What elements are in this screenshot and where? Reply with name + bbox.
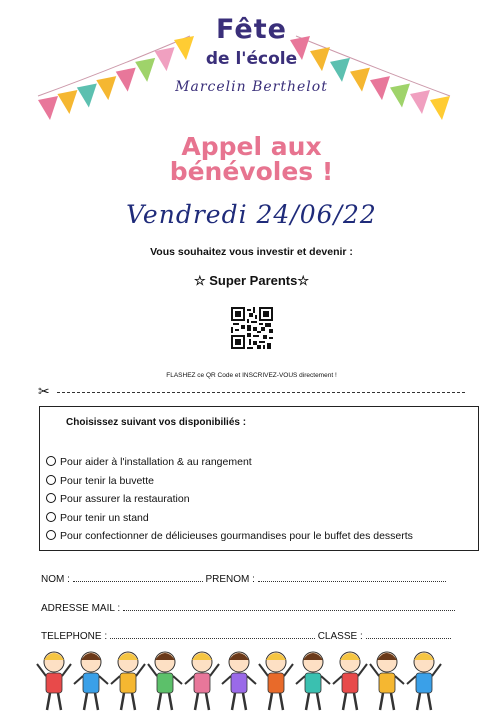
phone-row [41, 629, 451, 642]
event-date: Vendredi 24/06/22 [126, 200, 377, 229]
radio-circle-icon[interactable] [46, 512, 56, 522]
nom-label: NOM : [41, 574, 70, 585]
radio-circle-icon[interactable] [46, 456, 56, 466]
option-buvette[interactable]: Pour tenir la buvette [46, 472, 413, 491]
radio-circle-icon[interactable] [46, 530, 56, 540]
telephone-label: TELEPHONE : [41, 631, 108, 642]
child-figure [37, 652, 71, 710]
scissors-icon: ✂ [38, 383, 50, 399]
option-stand[interactable]: Pour tenir un stand [46, 509, 413, 528]
appeal-line-1: Appel aux [181, 132, 322, 161]
nom-field[interactable] [73, 572, 203, 582]
child-figure [333, 652, 367, 710]
title-fete: Fête [216, 14, 287, 45]
appeal-line-2: bénévoles ! [169, 157, 334, 186]
qr-caption: FLASHEZ ce QR Code et INSCRIVEZ-VOUS directement ! [166, 372, 337, 379]
school-name: Marcelin Berthelot [175, 79, 328, 95]
child-figure [259, 652, 293, 710]
classe-field[interactable] [366, 629, 451, 639]
cut-line [57, 392, 465, 393]
prenom-field[interactable] [258, 572, 446, 582]
telephone-field[interactable] [110, 629, 315, 639]
super-parents-heading: ☆ Super Parents☆ [193, 273, 310, 288]
option-desserts[interactable]: Pour confectionner de délicieuses gourmandises pour le buffet des desserts [46, 527, 413, 546]
appeal-heading [0, 134, 503, 184]
child-figure [296, 652, 330, 710]
child-figure [111, 652, 145, 710]
email-field[interactable] [123, 601, 455, 611]
child-figure [74, 652, 108, 710]
radio-circle-icon[interactable] [46, 493, 56, 503]
option-restauration[interactable]: Pour assurer la restauration [46, 490, 413, 509]
child-figure [407, 652, 441, 710]
availability-options [46, 453, 413, 546]
classe-label: CLASSE : [317, 631, 363, 642]
child-figure [185, 652, 219, 710]
invest-text: Vous souhaitez vous investir et devenir : [150, 246, 353, 258]
bunting-flag [430, 96, 450, 120]
title-ecole: de l'école [205, 49, 298, 69]
email-row [41, 601, 455, 614]
option-installation[interactable]: Pour aider à l'installation & au rangement [46, 453, 413, 472]
child-figure [222, 652, 256, 710]
prenom-label: PRENOM : [205, 574, 255, 585]
children-illustration [36, 644, 466, 716]
bunting-flag [38, 96, 58, 120]
radio-circle-icon[interactable] [46, 475, 56, 485]
availability-box [39, 406, 479, 551]
availability-title: Choisissez suivant vos disponibiliés : [66, 417, 247, 428]
qr-code[interactable] [231, 307, 273, 349]
name-row [41, 572, 446, 585]
email-label: ADRESSE MAIL : [41, 603, 121, 614]
child-figure [148, 652, 182, 710]
child-figure [370, 652, 404, 710]
